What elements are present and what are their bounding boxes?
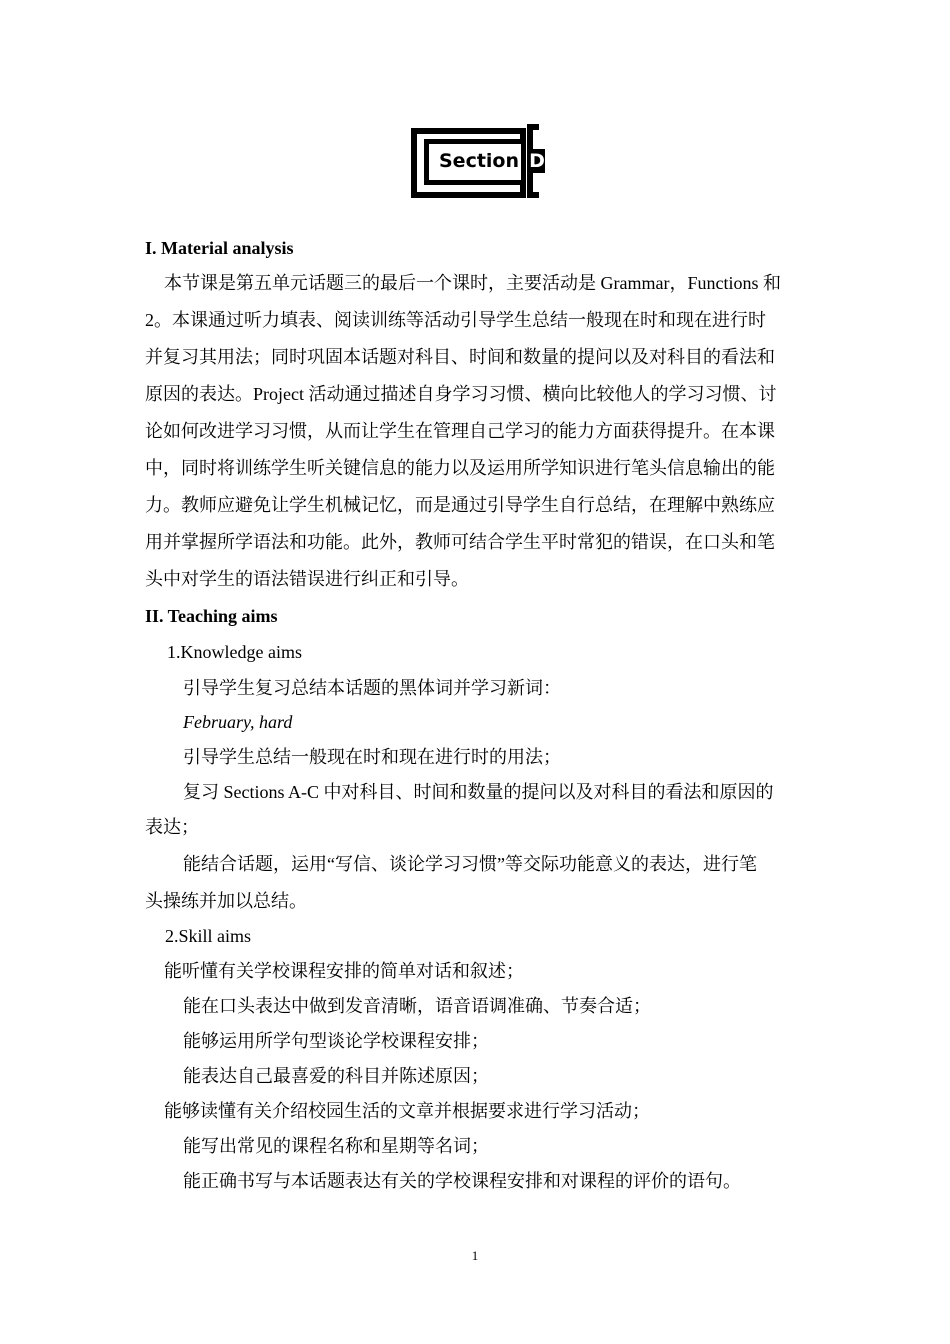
new-words: February, hard — [183, 712, 293, 732]
heading-material-analysis: I. Material analysis — [145, 238, 294, 258]
knowledge-line: 表达； — [145, 817, 199, 837]
paragraph-line: 论如何改进学习习惯，从而让学生在管理自己学习的能力方面获得提升。在本课 — [145, 421, 775, 441]
skill-item: 能表达自己最喜爱的科目并陈述原因； — [183, 1066, 489, 1086]
paragraph-line: 2。本课通过听力填表、阅读训练等活动引导学生总结一般现在时和现在进行时 — [145, 310, 766, 330]
knowledge-line: 引导学生复习总结本话题的黑体词并学习新词： — [183, 678, 561, 698]
skill-item: 能听懂有关学校课程安排的简单对话和叙述； — [164, 961, 524, 981]
paragraph-line: 力。教师应避免让学生机械记忆，而是通过引导学生自行总结，在理解中熟练应 — [145, 495, 775, 515]
section-badge — [411, 124, 545, 198]
knowledge-line: 引导学生总结一般现在时和现在进行时的用法； — [183, 747, 561, 767]
paragraph-line: 中，同时将训练学生听关键信息的能力以及运用所学知识进行笔头信息输出的能 — [145, 458, 775, 478]
badge-label: Section — [439, 150, 520, 172]
page-number: 1 — [471, 1248, 479, 1263]
paragraph-line: 本节课是第五单元话题三的最后一个课时，主要活动是 Grammar，Functions 和 — [164, 273, 781, 293]
paragraph-line: 用并掌握所学语法和功能。此外，教师可结合学生平时常犯的错误，在口头和笔 — [145, 532, 775, 552]
paragraph-line: 头中对学生的语法错误进行纠正和引导。 — [145, 569, 469, 589]
badge-letter: D — [529, 150, 545, 172]
paragraph-line: 原因的表达。Project 活动通过描述自身学习习惯、横向比较他人的学习习惯、讨 — [145, 384, 777, 404]
subheading-skill-aims: 2.Skill aims — [165, 926, 252, 946]
paragraph-line: 并复习其用法；同时巩固本话题对科目、时间和数量的提问以及对科目的看法和 — [145, 347, 775, 367]
knowledge-line: 复习 Sections A-C 中对科目、时间和数量的提问以及对科目的看法和原因的 — [183, 782, 774, 802]
skill-item: 能够运用所学句型谈论学校课程安排； — [183, 1031, 489, 1051]
skill-item: 能写出常见的课程名称和星期等名词； — [183, 1136, 489, 1156]
skill-item: 能在口头表达中做到发音清晰，语音语调准确、节奏合适； — [183, 996, 651, 1016]
skill-item: 能正确书写与本话题表达有关的学校课程安排和对课程的评价的语句。 — [183, 1171, 741, 1191]
skill-item: 能够读懂有关介绍校园生活的文章并根据要求进行学习活动； — [164, 1101, 650, 1121]
heading-teaching-aims: II. Teaching aims — [145, 606, 278, 626]
knowledge-line: 能结合话题，运用“写信、谈论学习习惯”等交际功能意义的表达，进行笔 — [183, 854, 757, 874]
subheading-knowledge-aims: 1.Knowledge aims — [167, 642, 302, 662]
knowledge-line: 头操练并加以总结。 — [145, 891, 307, 911]
